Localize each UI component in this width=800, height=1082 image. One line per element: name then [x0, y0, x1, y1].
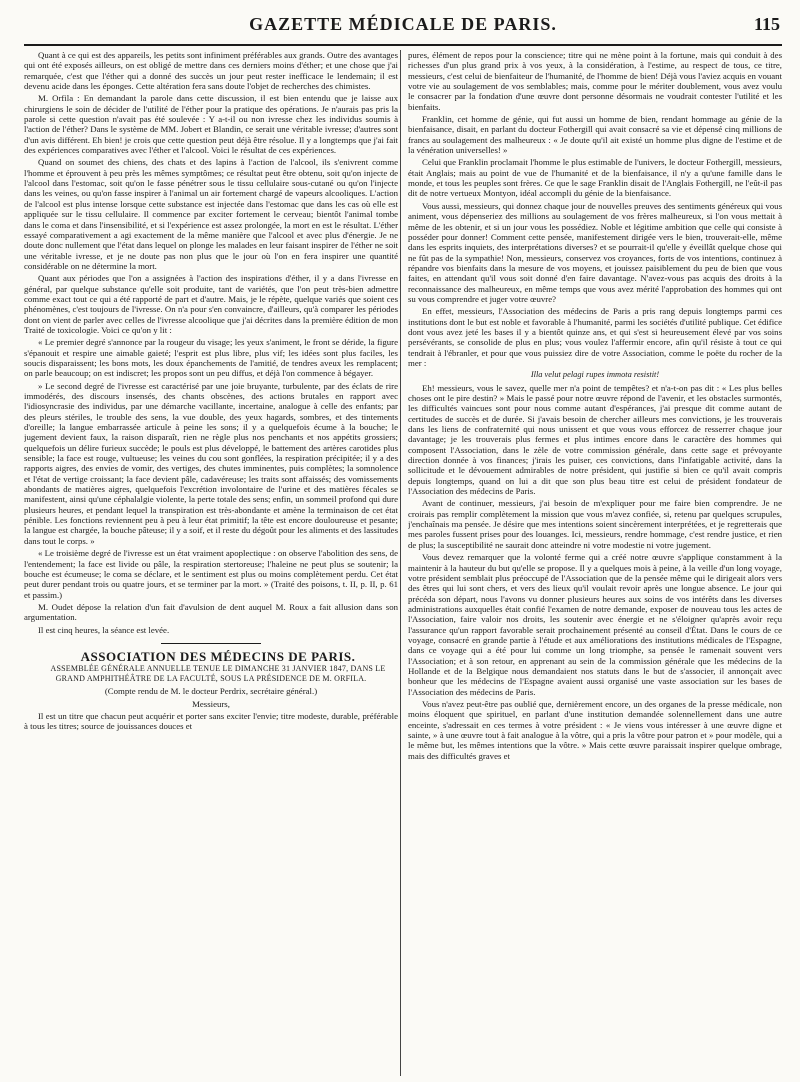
paragraph: Quand on soumet des chiens, des chats et des lapins à l'action de l'alcool, ils s'enivrent comme l'homme et éprouvent à peu près les mêmes symptômes; ce résultat peut être obtenu, soit qu'on injecte de l'alcool dans l'estomac, soit qu'on le fasse pénétrer sous le tissu cellulaire sous-cutané ou qu'on l'injecte dans les veines, ou qu'on fasse inspirer à l'animal un air fortement chargé de vapeurs alcooliques. L'action de l'alcool est plus intense lorsque cette substance est injectée dans l'estomac que dans les cas où elle est appliquée sur le tissu cellulaire. Il commence par exciter fortement le cerveau; bientôt l'animal tombe dans le coma et dans l'insensibilité, et si l'expérience est assez prolongée, la mort en est le résultat. L'éther essayé comparativement a agi exactement de la même manière que l'alcool et avec plus d'énergie. Je ne doute donc nullement que l'état dans lequel on plonge les malades en leur faisant inspirer de l'éther ne soit une véritable ivresse, et je ne doute pas non plus que le jour où l'on en fera inspirer une quantité considérable on ne détermine la mort.: [24, 157, 398, 271]
section-rule: [161, 643, 261, 644]
paragraph: Quant aux périodes que l'on a assignées à l'action des inspirations d'éther, il y a dans l'ivresse en général, par quelque substance qu'elle soit produite, tant de variétés, que l'on peut très-bien admettre comme exact tout ce qui a été rapporté de part et d'autre. Mais, je le répète, quelque variés que soient ces phénomènes, c'est toujours de l'ivresse. On n'a pour s'en convaincre, d'ailleurs, qu'à comparer les périodes dont on vient de parler avec celles de l'ivresse alcoolique que j'ai décrites dans la première édition de mon Traité de toxicologie. Voici ce qu'on y lit :: [24, 273, 398, 335]
journal-title: GAZETTE MÉDICALE DE PARIS.: [249, 14, 557, 34]
right-column: [408, 50, 782, 1076]
paragraph: Vous devez remarquer que la volonté ferme qui a créé notre œuvre s'applique constamment à la maintenir à la hauteur du but qu'elle se propose. Il y a quelques mois à peine, à la veille d'un long voyage, votre président semblait plus préoccupé de l'Association que de la pensée même qui le dirigeait alors vers des êtres qui lui sont chers, et vers des lieux qu'il voulait revoir après une longue absence. Le jour qui précéda son départ, nous l'avons vu donner plusieurs heures aux soins de vos intérêts dans les diverses administrations auxquelles était confié l'examen de notre demande, exposer de nouveau tous les actes de l'Association, faire valoir nos droits, les soutenir avec énergie et ne s'éloigner qu'après avoir reçu l'assurance qu'un rapport favorable serait prochainement présenté au conseil d'État. Dans le cours de ce voyage, consacré en grande partie à l'étude et aux améliorations des institutions médicales de l'Espagne, dans ce voyage qui a été pour lui comme un long triomphe, sa pensée le ramenait souvent vers l'Association; et à son retour, en apprenant au sein de la commission générale que les médecins de la Hollande et de la Belgique nous demandaient nos statuts dans le but de s'associer, il annonçait avec bonheur que les médecins de l'Espagne avaient aussi organisé une vaste association sur les bases de l'Association des médecins de Paris.: [408, 552, 782, 697]
section-subtitle: ASSEMBLÉE GÉNÉRALE ANNUELLE TENUE LE DIMANCHE 31 JANVIER 1847, DANS LE GRAND AMPHITHÉÂTRE DE LA FACULTÉ, SOUS LA PRÉSIDENCE DE M. ORFILA.: [50, 664, 386, 684]
paragraph: Il est un titre que chacun peut acquérir et porter sans exciter l'envie; titre modeste, durable, préférable à tous les titres; source de jouissances douces et: [24, 710, 398, 732]
section-title: ASSOCIATION DES MÉDECINS DE PARIS.: [80, 648, 356, 664]
paragraph: M. Oudet dépose la relation d'un fait d'avulsion de dent auquel M. Roux a fait allusion dans son argumentation.: [24, 601, 398, 623]
paragraph: Eh! messieurs, vous le savez, quelle mer n'a point de tempêtes? et n'a-t-on pas dit : « Les plus belles choses ont le pire destin? » Mais le passé pour notre œuvre répond de l'avenir, et les obstacles surmontés, les difficultés vaincues sont pour nous comme autant d'espérances, j'ai presque dit comme autant de certitudes de succès et de durée. Si j'avais besoin de chercher ailleurs mes convictions, je les trouverais dans les liens de confraternité qui nous unissent et que vous vous efforcez de resserrer chaque jour davantage; je les trouverais plus fermes et plus intimes encore dans le caractère des hommes qui composent l'Association, dans le zèle de votre commission générale, dans cette sage et prévoyante direction donnée à vos finances; j'irais les puiser, ces convictions, dans l'infatigable activité, dans la sollicitude et le dévouement admirables de notre président, qui justifie si bien ce qu'il avait compris depuis longtemps, quand on lui a dit que son plus beau titre est celui de président fondateur de l'Association des médecins de Paris.: [408, 382, 782, 497]
column-divider: [400, 50, 401, 1076]
paragraph: Quant à ce qui est des appareils, les petits sont infiniment préférables aux grands. Outre des avantages qui ont été exposés ailleurs, on est obligé de mettre dans ces derniers moins d'éther; et une chose que j'ai remarquée, c'est que l'éther qui a donné des succès un jour peut rester inefficace le lendemain; il est devenu acide dans les éponges. Cette altération fera sans doute l'objet de recherches des chimistes.: [24, 50, 398, 92]
paragraph: Il est cinq heures, la séance est levée.: [38, 624, 170, 635]
quote-paragraph: » Le second degré de l'ivresse est caractérisé par une joie bruyante, turbulente, par des éclats de rire immodérés, des discours insensés, des chants obscènes, des actions brutales en rapport avec l'idiosyncrasie des individus, par une démarche vacillante, incertaine, analogue à celle des enfants; par des pleurs stériles, le trouble des sens, la vue double, des yeux hagards, sombres, et des tintements d'oreille; la langue embarrassée articule à peine les sons; il y a quelquefois écume à la bouche; le jugement devient faux, la raison disparaît, rien ne règle plus nos penchants et nos appétits grossiers; quelquefois un délire furieux succède; le pouls est plus développé, le battement des artères carotides plus sensible; la face est rouge, vultueuse; les veines du cou sont gonflées, la respiration précipitée; il y a des rapports aigres, des envies de vomir, des vertiges, des chutes imminentes, puis complètes; la somnolence et l'état de vertige croissant; la face devient pâle, cadavéreuse; les traits sont affaissés; des vomissements abondants de matières aigres, quelquefois l'excrétion involontaire de l'urine et des matières fécales se manifestent, ainsi qu'une céphalalgie violente, la perte totale des sens; enfin, un sommeil profond qui dure plusieurs heures, et pendant lequel la transpiration est très-abondante et amène la terminaison de cet état pénible. Les fonctions reviennent peu à peu à leur état primitif; la tête est encore douloureuse et pesante; la langue est chargée, la bouche pâteuse; il y a soif, et il reste du dégoût pour les aliments et des lassitudes dans tout le corps. »: [24, 380, 398, 546]
left-column: [24, 50, 398, 1076]
quote-paragraph: « Le troisième degré de l'ivresse est un état vraiment apoplectique : on observe l'abolition des sens, de l'entendement; la face est livide ou pâle, la respiration stertoreuse; l'haleine ne peut plus se soutenir; la bouche est écumeuse; le coma se déclare, et le sentiment est plus ou moins complètement perdu. Cet état peut durer pendant trois ou quatre jours, et se terminer par la mort. » (Traité des poisons, t. II, p. II, p. 61 et passim.): [24, 548, 398, 600]
report-credit: (Compte rendu de M. le docteur Perdrix, secrétaire général.): [104, 686, 318, 697]
paragraph: En effet, messieurs, l'Association des médecins de Paris a pris rang depuis longtemps parmi ces institutions dont le but est noble et favorable à l'humanité, parmi les sociétés d'utilité publique. Cet édifice dont vous avez jeté les bases il y a bientôt quinze ans, et qui s'est si heureusement élevé par vos soins persévérants, se consolide de plus en plus; vous voulez l'affermir encore, afin qu'il résiste à tout ce qui tendrait à l'ébranler, et pour que vous puissiez dire de votre Association, comme le poëte du rocher de la mer :: [408, 306, 782, 368]
paragraph: Franklin, cet homme de génie, qui fut aussi un homme de bien, rendant hommage au génie de la bienfaisance, disait, en parlant du docteur Fothergill qui avait consacré sa vie et dépensé cinq millions de francs au soulagement des malheureux : « Je doute qu'il ait existé un homme plus digne de l'estime et de la vénération universelles! »: [408, 114, 782, 156]
paragraph: pures, élément de repos pour la conscience; titre qui ne mène point à la fortune, mais qui conduit à des richesses d'un plus grand prix à vos yeux, à la considération, à l'estime, au respect de tous, ce titre, messieurs, c'est celui de bienfaiteur de l'humanité, de l'homme de bien! Déjà vous l'aviez acquis en vouant votre vie au soulagement de vos semblables; mais, comme pour le mériter doublement, vous avez voulu le consacrer par la fondation d'une œuvre dont personne désormais ne voudrait contester l'utilité et les bienfaits.: [408, 50, 782, 112]
salutation: Messieurs,: [192, 698, 230, 709]
paragraph: M. Orfila : En demandant la parole dans cette discussion, il est bien entendu que je laisse aux chirurgiens le soin de décider de l'utilité de l'éther pour la pratique des opérations. Je n'aurais pas pris la parole si cette question n'avait pas été soulevée : Y a-t-il ou non ivresse chez les individus soumis à l'action de l'éther? Dans le système de MM. Jobert et Blandin, ce serait une véritable ivresse; d'autres sont d'un avis différent. Eh bien! je crois que cette question peut déjà être résolue. Il y a longtemps que j'ai fait des expériences comparatives avec l'éther et l'alcool. Voici le résultat de ces expériences.: [24, 93, 398, 156]
paragraph: Vous n'avez peut-être pas oublié que, dernièrement encore, un des organes de la presse médicale, non moins éloquent que spirituel, en parlant d'une institution demandée solennellement dans une autre enceinte, s'adressait en ces termes à votre président : « Je viens vous intéresser à une œuvre digne et sainte, » à une œuvre tout à fait analogue à la vôtre, qui a pris la vôtre pour patron et » pour modèle, qui a le même but, les mêmes intentions que la vôtre. » Mais cette œuvre paraissait inspirer quelque ombrage, mais des difficultés graves et: [408, 698, 782, 761]
page-number: 115: [753, 14, 780, 34]
quote-paragraph: « Le premier degré s'annonce par la rougeur du visage; les yeux s'animent, le front se déride, la figure s'épanouit et respire une aimable gaieté; l'esprit est plus libre, plus vif; les idées sont plus faciles, les soucis disparaissent; les bons mots, les doux épanchements de l'amitié, de tendres aveux les remplacent; on parle beaucoup; on est indiscret; les propos sont un peu diffus, et déjà l'on commence à bégayer.: [24, 337, 398, 379]
paragraph: Celui que Franklin proclamait l'homme le plus estimable de l'univers, le docteur Fothergill, messieurs, était Anglais; mais au point de vue de l'humanité et de la bienfaisance, il n'y a qu'une famille dans le monde, et tous les peuples sont frères. Ce que le sage Franklin disait de l'Anglais Fothergill, ne l'eût-il pas dit de notre vertueux Montyon, idéal accompli du génie de la bienfaisance.: [408, 157, 782, 199]
paragraph: Vous aussi, messieurs, qui donnez chaque jour de nouvelles preuves des sentiments généreux qui vous animent, vous dépenseriez des millions au soulagement de vos frères malheureux, si l'on vous mettait à même de les obtenir, et si un jour vous les possédiez. Noble et légitime ambition que celle qui consiste à posséder pour donner! Comment cette pensée, manifestement dirigée vers le bien, trouverait-elle, même dans les esprits inquiets, des interprétations diverses? et se pourrait-il qu'elle y éveillât quelque chose qui ne fût pas de la sympathie! Non, messieurs, conservez vos croyances, forts de vos intentions, continuez à répandre vos bienfaits dans la mesure de vos moyens, et jouissez paisiblement du peu de bien que vous faites, en attendant qu'il vous soit donné d'en faire davantage. N'avez-vous pas acquis des droits à la reconnaissance des malheureux, en même temps que vous avez mérité l'approbation des hommes qui ont su vous comprendre et juger votre œuvre?: [408, 200, 782, 304]
latin-quote: Illa velut pelagi rupes immota resistit!: [530, 370, 660, 380]
paragraph: Avant de continuer, messieurs, j'ai besoin de m'expliquer pour me faire bien comprendre. Je ne croirais pas remplir complètement la mission que vous m'avez confiée, si, retenu par quelques scrupules, j'enchaînais ma pensée. Je désire que mes intentions soient sincèrement interprétées, et je regretterais que mes paroles fussent prises pour des louanges. Ici, messieurs, rendre hommage, c'est rendre justice, et rien de plus; la susceptibilité ne saurait donc atteindre ni votre modestie ni votre jugement.: [408, 498, 782, 550]
page-header: [24, 0, 782, 46]
